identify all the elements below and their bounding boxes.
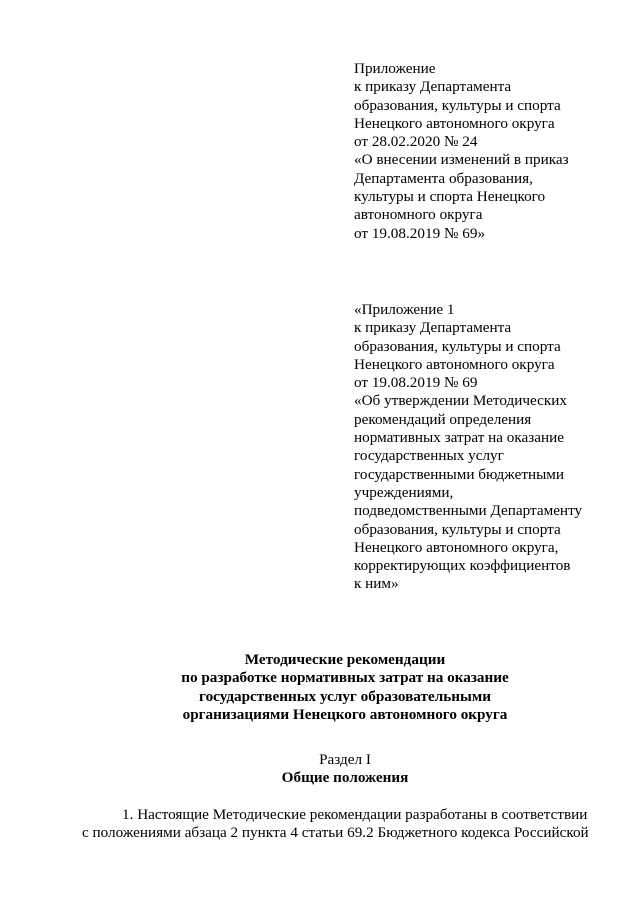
appendix-line: рекомендаций определения bbox=[354, 410, 532, 428]
appendix-line: «О внесении изменений в приказ bbox=[354, 151, 569, 169]
title-line: Методические рекомендации bbox=[244, 651, 446, 668]
appendix-line: к приказу Департамента bbox=[354, 78, 512, 96]
appendix-header-amendment bbox=[354, 60, 624, 243]
appendix-line: учреждениями, bbox=[354, 483, 454, 501]
appendix-line: от 28.02.2020 № 24 bbox=[354, 133, 478, 151]
appendix-line: Приложение bbox=[354, 60, 436, 77]
appendix-line: Ненецкого автономного округа bbox=[354, 355, 555, 373]
section-heading bbox=[60, 751, 630, 788]
appendix-line: Департамента образования, bbox=[354, 169, 533, 187]
appendix-header-original bbox=[354, 301, 624, 594]
section-name: Общие положения bbox=[281, 769, 409, 787]
title-line: государственных услуг образовательными bbox=[199, 687, 491, 705]
appendix-line: культуры и спорта Ненецкого bbox=[354, 188, 546, 206]
appendix-line: к приказу Департамента bbox=[354, 319, 512, 337]
appendix-line: образования, культуры и спорта bbox=[354, 337, 561, 355]
title-line: по разработке нормативных затрат на оказание bbox=[181, 669, 509, 687]
appendix-line: нормативных затрат на оказание bbox=[354, 429, 565, 447]
paragraph-line: с положениями абзаца 2 пункта 4 статьи 69.2 Бюджетного кодекса Российской bbox=[82, 824, 589, 842]
paragraph-line: 1. Настоящие Методические рекомендации разработаны в соответствии bbox=[122, 806, 588, 823]
appendix-line: государственными бюджетными bbox=[354, 465, 565, 483]
appendix-line: Ненецкого автономного округа, bbox=[354, 538, 559, 556]
appendix-line: от 19.08.2019 № 69» bbox=[354, 224, 486, 242]
section-number: Раздел I bbox=[319, 751, 371, 768]
title-line: организациями Ненецкого автономного округа bbox=[182, 705, 508, 723]
appendix-line: автономного округа bbox=[354, 206, 483, 224]
appendix-line: от 19.08.2019 № 69 bbox=[354, 374, 478, 392]
appendix-line: образования, культуры и спорта bbox=[354, 96, 561, 114]
body-paragraph bbox=[82, 806, 602, 843]
appendix-line: подведомственными Департаменту bbox=[354, 502, 583, 520]
appendix-line: государственных услуг bbox=[354, 447, 504, 465]
appendix-line: «Приложение 1 bbox=[354, 301, 455, 318]
appendix-line: Ненецкого автономного округа bbox=[354, 114, 555, 132]
appendix-line: «Об утверждении Методических bbox=[354, 392, 567, 410]
appendix-line: корректирующих коэффициентов bbox=[354, 557, 571, 575]
appendix-line: к ним» bbox=[354, 575, 399, 593]
document-title bbox=[60, 651, 630, 724]
appendix-line: образования, культуры и спорта bbox=[354, 520, 561, 538]
